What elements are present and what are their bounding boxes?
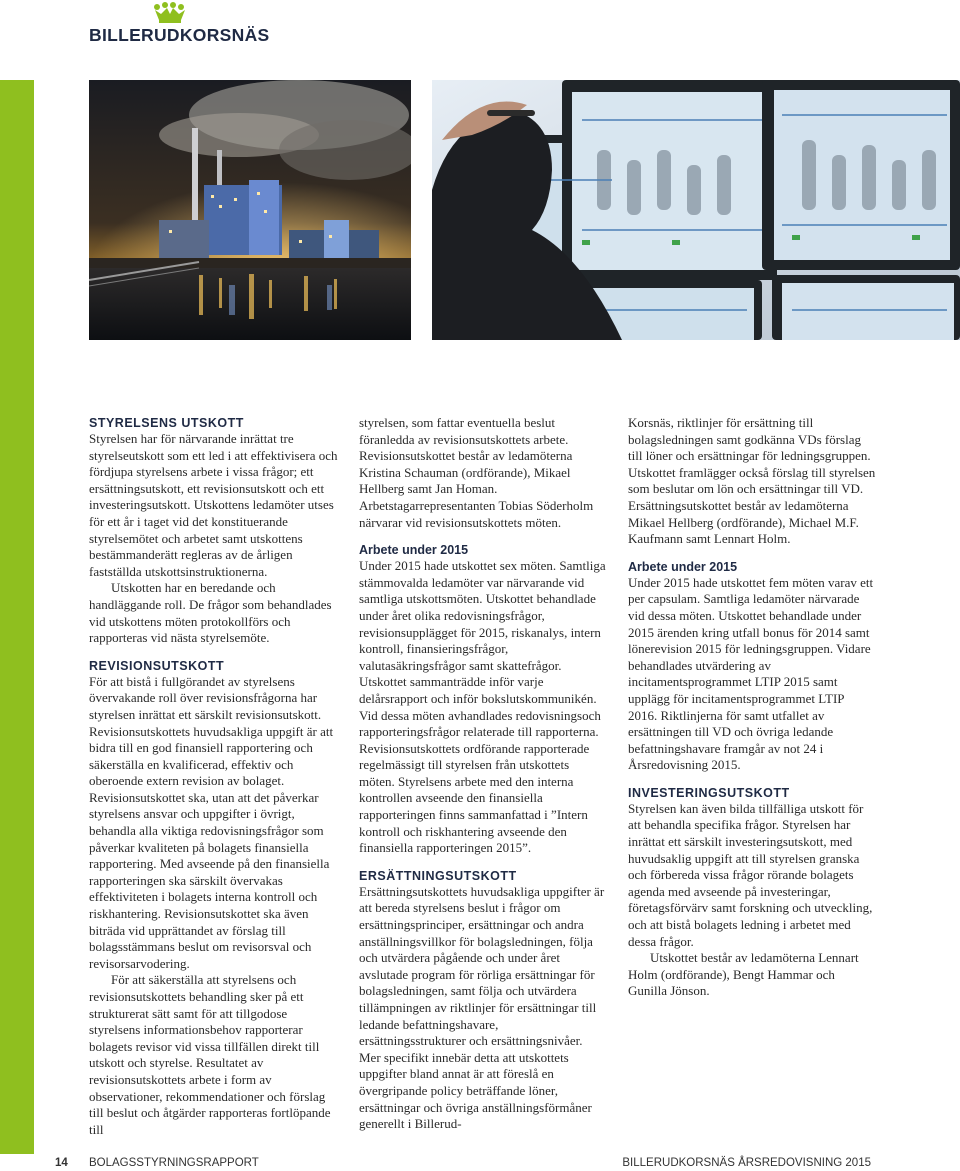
footer-report-title: BILLERUDKORSNÄS ÅRSREDOVISNING 2015 <box>622 1157 871 1169</box>
page-footer <box>0 1157 960 1171</box>
page-number: 14 <box>55 1157 68 1169</box>
paragraph: Styrelsen har för närvarande inrättat tre styrelseutskott som ett led i att effektivisera och fördjupa styrelsens arbete i vissa frågor; ett ersättningsutskott, ett revisionsutskott och ett investeringsutskott. Utskottens ledamöter utses för ett år i taget vid det konstituerande styrelsemötet och arbetet samt utskottens bestämmanderätt regleras av de årligen fastställda utskottsinstruktionerna. <box>89 431 338 579</box>
paragraph: Ersättningsutskottets huvudsakliga uppgifter är att bereda styrelsens beslut i frågor om ersättningsprinciper, ersättningar och andra anställningsvillkor för bolagsledningen, följa och utvärdera pågående och under året avslutade program för rörliga ersättningar för bolagsledningen, samt följa och utvärdera tillämpningen av riktlinjer för ersättningar till ledande befattningshavare, ersättningsstrukturer och ersättningsnivåer. Mer specifikt innebär detta att utskottets uppgifter bland annat är att föreslå en övergripande policy beträffande löner, ersättningar och övriga anställningsförmåner generellt i Billerud- <box>359 883 605 1132</box>
text-column-1 <box>89 415 339 1138</box>
paragraph: För att bistå i fullgörandet av styrelsens övervakande roll över revisionsfrågorna har styrelsen inrättat ett särskilt revisionsutskott. Revisionsutskottets huvudsakliga uppgift är att bidra till en god finansiell rapportering och säkerställa en kvalificerad, effektiv och oberoende extern revision av bolaget. Revisionsutskottet ska, utan att det påverkar styrelsens ansvar och uppgifter i övrigt, behandla alla viktiga redovisningsfrågor som påverkar kvaliteten på bolagets finansiella rapportering. Med avseende på den finansiella rapporteringen ska särskilt övervakas effektiviteten i bolagets interna kontroll och riskhantering. Revisionsutskottet ska även biträda vid upprättandet av förslag till bolagsstämmans beslut om revisorsval och revisorsarvodering. <box>89 673 334 971</box>
subheading-arbete-2015: Arbete under 2015 <box>628 559 738 574</box>
accent-bar <box>0 80 34 1154</box>
factory-night-photo <box>89 80 411 340</box>
brand-logo <box>89 2 270 48</box>
text-column-3 <box>628 415 876 1000</box>
paragraph: Under 2015 hade utskottet sex möten. Samtliga stämmovalda ledamöter var närvarande vid samtliga utskottsmöten. Utskottet behandlade under året olika redovisningsfrågor, revisionsupplägget för 2015, riskanalys, intern kontroll, finansieringsfrågor, valutasäkringsfrågor samt skattefrågor. Utskottet sammanträdde inför varje delårsrapport och inför bokslutskommunikén. Vid dessa möten avhandlades redovisningsoch rapporteringsfrågor relaterade till rapporterna. Revisionsutskottets ordförande rapporterade regelmässigt till styrelsen från utskottets möten. Styrelsens arbete med den interna kontrollen avseende den finansiella rapporteringen finns sammanfattad i ”Intern kontroll och riskhantering avseende den finansiella rapporteringen 2015”. <box>359 558 606 856</box>
heading-styrelsens-utskott: STYRELSENS UTSKOTT <box>89 416 244 430</box>
paragraph: styrelsen, som fattar eventuella beslut föranledda av revisionsutskottets arbete. Revisionsutskottet består av ledamöterna Kristina Schauman (ordförande), Mikael Hellberg samt Jan Homan. Arbetstagarrepresentanten Tobias Söderholm närvarar vid revisionsutskottets möten. <box>359 415 594 530</box>
paragraph: Korsnäs, riktlinjer för ersättning till bolagsledningen samt godkänna VDs förslag till löner och ersättningar för ledningsgruppen. Utskottet framlägger också förslag till styrelsen som beslutar om lön och ersättningar till VD. Ersättningsutskottet består av ledamöterna Mikael Hellberg (ordförande), Michael M.F. Kaufmann samt Lennart Holm. <box>628 415 876 547</box>
heading-revisionsutskott: REVISIONSUTSKOTT <box>89 658 225 673</box>
control-room-photo <box>432 80 960 340</box>
crown-icon <box>153 2 187 24</box>
paragraph: Under 2015 hade utskottet fem möten varav ett per capsulam. Samtliga ledamöter närvarade vid dessa möten. Utskottet behandlade under 2015 ärenden kring utfall bonus för 2014 samt lönerevision 2015 för ledningsgruppen. Vidare behandlades utvärdering av incitamentsprogrammet LTIP 2015 samt upplägg för incitamentsprogrammet LTIP 2016. Riktlinjerna för samt utfallet av ersättningen till VD och övriga ledande befattningshavare framgår av not 24 i Årsredovisning 2015. <box>628 574 874 773</box>
footer-section: BOLAGSSTYRNINGSRAPPORT <box>89 1157 259 1169</box>
paragraph: Utskotten har en beredande och handläggande roll. De frågor som behandlades vid utskottens möten protokollförs och rapporteras vid nästa styrelsemöte. <box>89 580 332 646</box>
paragraph: För att säkerställa att styrelsens och revisionsutskottets behandling sker på ett strukturerat sätt samt för att tillgodose styrelsens informationsbehov rapporterar bolagets revisor vid vissa tillfällen direkt till utskott och styrelse. Resultatet av revisionsutskottets arbete i form av observationer, rekommendationer och förslag till beslut och åtgärder rapporteras fortlöpande till <box>89 972 331 1137</box>
text-column-2 <box>359 415 607 1133</box>
brand-wordmark: BILLERUDKORSNÄS <box>89 25 270 45</box>
paragraph: Utskottet består av ledamöterna Lennart Holm (ordförande), Bengt Hammar och Gunilla Jönson. <box>628 950 859 999</box>
subheading-arbete-2015: Arbete under 2015 <box>359 543 469 558</box>
paragraph: Styrelsen kan även bilda tillfälliga utskott för att behandla specifika frågor. Styrelsen har inrättat ett särskilt investeringsutskott, med huvudsaklig uppgift att till styrelsen granska och förbereda vissa frågor rörande bolagets agenda med avseende på investeringar, företagsförvärv samt forskning och utveckling, och att bistå bolagets ledning i arbetet med dessa frågor. <box>628 800 873 949</box>
heading-ersattningsutskott: ERSÄTTNINGSUTSKOTT <box>359 868 517 883</box>
heading-investeringsutskott: INVESTERINGSUTSKOTT <box>628 785 790 800</box>
